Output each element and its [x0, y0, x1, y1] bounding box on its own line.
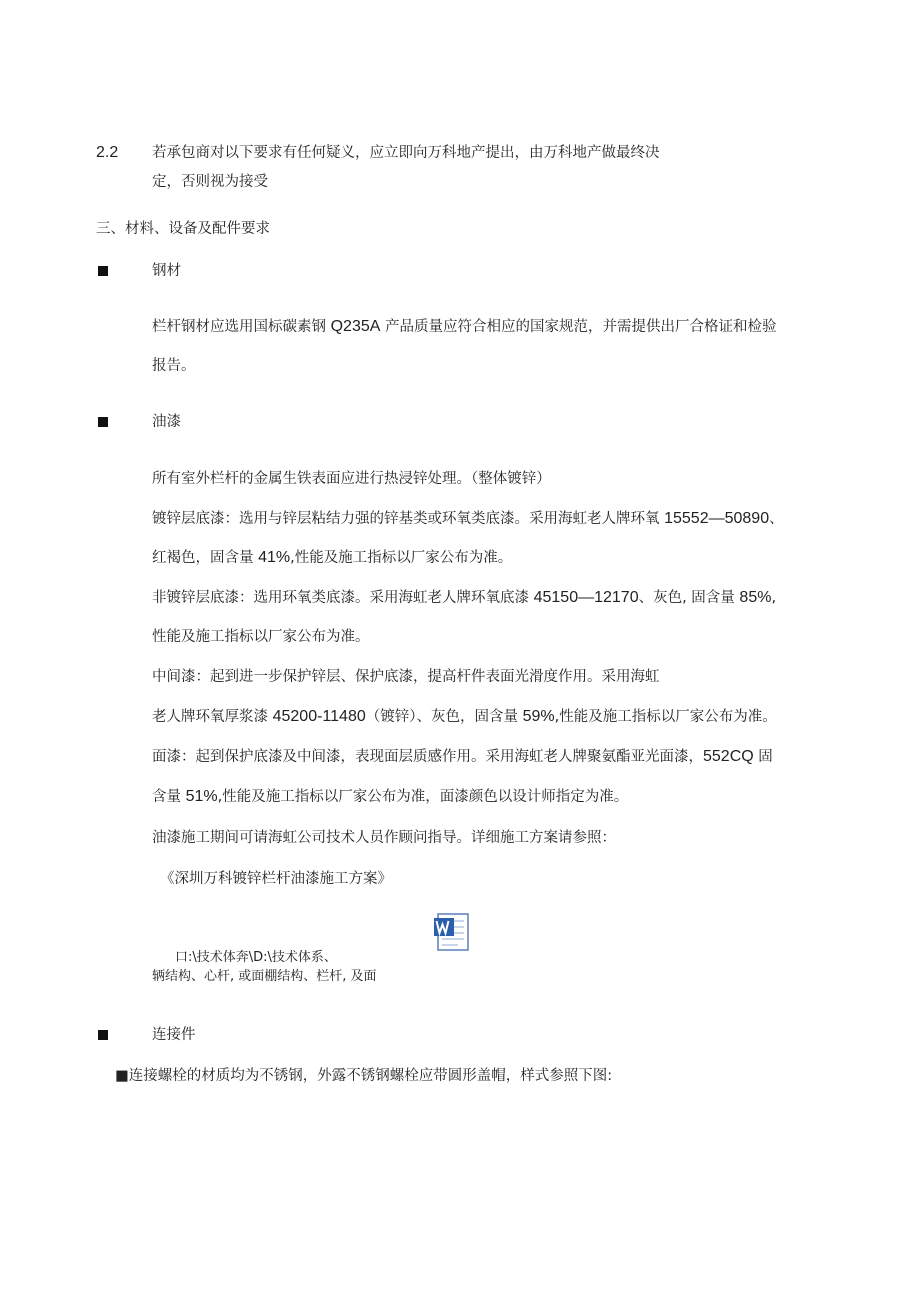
- connector-title: 连接件: [152, 1027, 196, 1043]
- paint-p2: 镀锌层底漆：选用与锌层粘结力强的锌基类或环氧类底漆。采用海虹老人牌环氧 15552—50890、: [152, 510, 784, 527]
- attachment-path-line2: 辆结构、心杆, 或面棚结构、栏杆, 及面: [152, 969, 377, 984]
- section-number: 2.2: [96, 144, 119, 161]
- paint-p6: 中间漆：起到进一步保护锌层、保护底漆，提高杆件表面光滑度作用。采用海虹: [152, 669, 660, 685]
- paint-p10: 油漆施工期间可请海虹公司技术人员作顾问指导。详细施工方案请参照：: [152, 830, 616, 846]
- steel-line2: 报告。: [152, 358, 196, 374]
- section-2-2-line1: 若承包商对以下要求有任何疑义，应立即向万科地产提出，由万科地产做最终决: [152, 145, 660, 161]
- paint-p1: 所有室外栏杆的金属生铁表面应进行热浸锌处理。（整体镀锌）: [152, 471, 551, 487]
- section-2-2-line2: 定，否则视为接受: [152, 174, 268, 190]
- attachment-path-line1: 口:\技术体奔\D:\技术体系、: [175, 950, 337, 965]
- paint-title: 油漆: [152, 414, 181, 430]
- connector-line1: ■连接螺栓的材质均为不锈钢，外露不锈钢螺栓应带圆形盖帽，样式参照下图:: [115, 1068, 613, 1084]
- paint-p5: 性能及施工指标以厂家公布为准。: [152, 629, 370, 645]
- paint-p3: 红褐色，固含量 41%,性能及施工指标以厂家公布为准。: [152, 549, 513, 566]
- bullet-square-icon: [98, 1030, 108, 1040]
- section-3-heading: 三、材料、设备及配件要求: [96, 221, 270, 237]
- word-document-icon-svg: [432, 912, 472, 952]
- bullet-square-icon: [98, 266, 108, 276]
- bullet-square-icon: [98, 417, 108, 427]
- paint-p7: 老人牌环氧厚浆漆 45200-11480（镀锌）、灰色，固含量 59%,性能及施工指标以厂家公布为准。: [152, 708, 777, 725]
- paint-p11: 《深圳万科镀锌栏杆油漆施工方案》: [160, 871, 392, 887]
- paint-p9: 含量 51%,性能及施工指标以厂家公布为准，面漆颜色以设计师指定为准。: [152, 788, 629, 805]
- paint-p8: 面漆：起到保护底漆及中间漆，表现面层质感作用。采用海虹老人牌聚氨酯亚光面漆，552CQ 固: [152, 748, 773, 765]
- paint-p4: 非镀锌层底漆：选用环氧类底漆。采用海虹老人牌环氧底漆 45150—12170、灰色, 固含量 85%,: [152, 589, 777, 606]
- word-document-icon[interactable]: [432, 912, 472, 952]
- steel-title: 钢材: [152, 263, 181, 279]
- steel-line1: 栏杆钢材应选用国标碳素钢 Q235A 产品质量应符合相应的国家规范，并需提供出厂合格证和检验: [152, 318, 777, 335]
